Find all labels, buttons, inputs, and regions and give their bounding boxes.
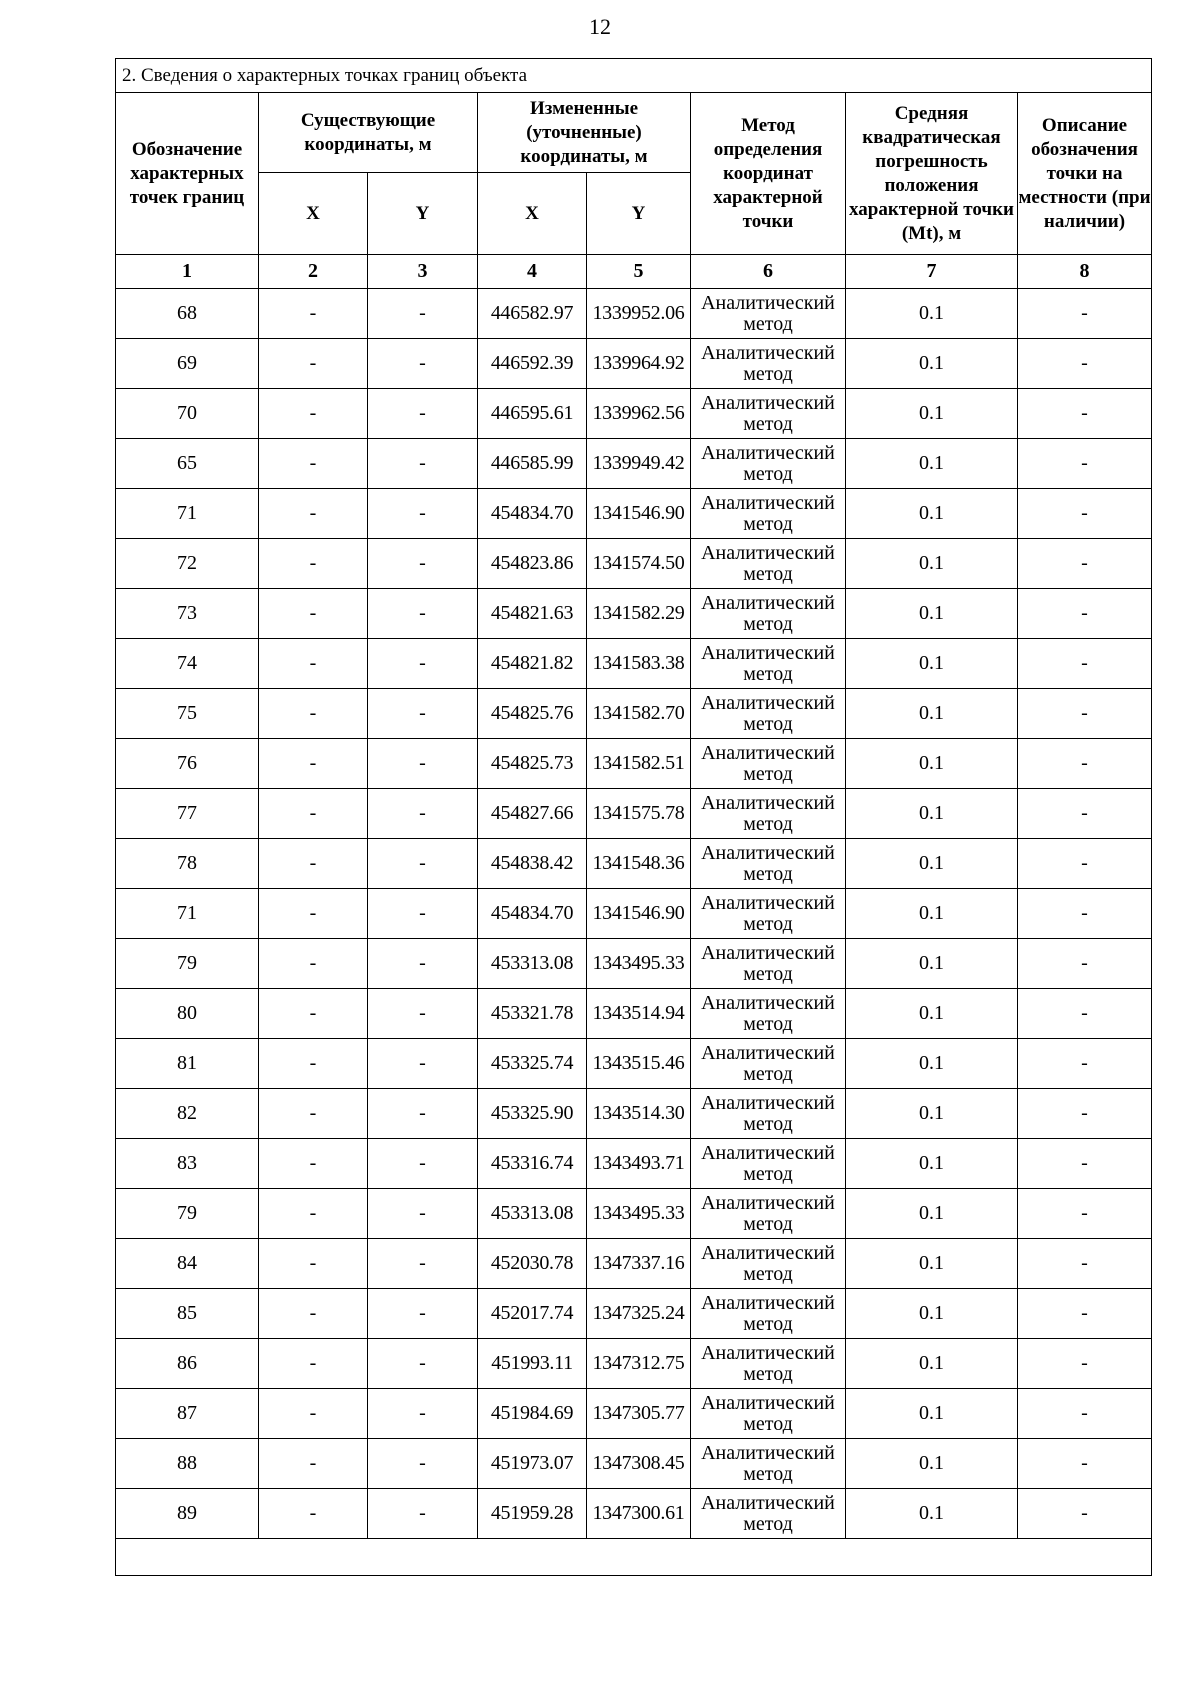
cell-method: Аналитический метод	[691, 1289, 846, 1339]
cell-changed-x: 454825.76	[478, 689, 587, 739]
cell-point: 83	[116, 1139, 259, 1189]
cell-description: -	[1018, 339, 1152, 389]
table-row	[116, 689, 1152, 739]
cell-existing-x: -	[259, 389, 368, 439]
cell-mean-error: 0.1	[846, 1139, 1018, 1189]
cell-description: -	[1018, 439, 1152, 489]
cell-point: 70	[116, 389, 259, 439]
cell-changed-y: 1341582.70	[587, 689, 691, 739]
cell-existing-x: -	[259, 789, 368, 839]
cell-changed-x: 453325.74	[478, 1039, 587, 1089]
column-number: 1	[116, 255, 259, 289]
header-changed-y: Y	[587, 173, 691, 255]
header-point-designation: Обозначение характерных точек границ	[116, 93, 259, 255]
cell-method: Аналитический метод	[691, 939, 846, 989]
cell-description: -	[1018, 639, 1152, 689]
header-description: Описание обозначения точки на местности (при наличии)	[1018, 93, 1152, 255]
table-row	[116, 789, 1152, 839]
column-number: 2	[259, 255, 368, 289]
table-row	[116, 439, 1152, 489]
cell-description: -	[1018, 1139, 1152, 1189]
cell-method: Аналитический метод	[691, 639, 846, 689]
cell-existing-x: -	[259, 989, 368, 1039]
cell-description: -	[1018, 1289, 1152, 1339]
cell-mean-error: 0.1	[846, 1189, 1018, 1239]
column-number: 3	[368, 255, 478, 289]
cell-changed-x: 452030.78	[478, 1239, 587, 1289]
cell-changed-y: 1341575.78	[587, 789, 691, 839]
column-number-row	[116, 255, 1152, 289]
cell-method: Аналитический метод	[691, 1339, 846, 1389]
cell-mean-error: 0.1	[846, 1439, 1018, 1489]
cell-mean-error: 0.1	[846, 839, 1018, 889]
cell-method: Аналитический метод	[691, 389, 846, 439]
cell-existing-y: -	[368, 789, 478, 839]
table-row	[116, 589, 1152, 639]
header-changed-coordinates: Измененные (уточненные) координаты, м	[478, 93, 691, 173]
table-row	[116, 1139, 1152, 1189]
cell-existing-y: -	[368, 289, 478, 339]
header-existing-coordinates: Существующие координаты, м	[259, 93, 478, 173]
cell-description: -	[1018, 1439, 1152, 1489]
cell-point: 74	[116, 639, 259, 689]
cell-changed-y: 1343514.94	[587, 989, 691, 1039]
cell-existing-y: -	[368, 489, 478, 539]
cell-existing-y: -	[368, 889, 478, 939]
cell-mean-error: 0.1	[846, 439, 1018, 489]
empty-row	[116, 1539, 1152, 1576]
cell-point: 82	[116, 1089, 259, 1139]
header-existing-x: X	[259, 173, 368, 255]
cell-changed-y: 1343495.33	[587, 939, 691, 989]
cell-point: 72	[116, 539, 259, 589]
cell-description: -	[1018, 689, 1152, 739]
cell-mean-error: 0.1	[846, 989, 1018, 1039]
cell-changed-x: 451959.28	[478, 1489, 587, 1539]
cell-changed-y: 1347308.45	[587, 1439, 691, 1489]
cell-changed-y: 1341583.38	[587, 639, 691, 689]
cell-existing-y: -	[368, 1439, 478, 1489]
cell-changed-x: 454821.82	[478, 639, 587, 689]
cell-description: -	[1018, 989, 1152, 1039]
cell-existing-x: -	[259, 939, 368, 989]
cell-changed-x: 451973.07	[478, 1439, 587, 1489]
cell-method: Аналитический метод	[691, 1139, 846, 1189]
cell-description: -	[1018, 289, 1152, 339]
cell-mean-error: 0.1	[846, 539, 1018, 589]
cell-existing-x: -	[259, 1289, 368, 1339]
cell-point: 71	[116, 889, 259, 939]
cell-existing-x: -	[259, 839, 368, 889]
cell-method: Аналитический метод	[691, 289, 846, 339]
cell-description: -	[1018, 1189, 1152, 1239]
cell-point: 73	[116, 589, 259, 639]
cell-method: Аналитический метод	[691, 1439, 846, 1489]
cell-point: 77	[116, 789, 259, 839]
cell-existing-y: -	[368, 1289, 478, 1339]
cell-changed-y: 1341546.90	[587, 489, 691, 539]
cell-changed-x: 454834.70	[478, 889, 587, 939]
cell-changed-x: 454834.70	[478, 489, 587, 539]
cell-point: 87	[116, 1389, 259, 1439]
cell-method: Аналитический метод	[691, 739, 846, 789]
cell-point: 89	[116, 1489, 259, 1539]
table-row	[116, 739, 1152, 789]
cell-existing-y: -	[368, 389, 478, 439]
cell-existing-y: -	[368, 1039, 478, 1089]
cell-description: -	[1018, 1339, 1152, 1389]
cell-existing-y: -	[368, 439, 478, 489]
cell-point: 78	[116, 839, 259, 889]
table-row	[116, 1439, 1152, 1489]
cell-mean-error: 0.1	[846, 289, 1018, 339]
table-row	[116, 539, 1152, 589]
cell-changed-x: 454821.63	[478, 589, 587, 639]
cell-existing-x: -	[259, 1489, 368, 1539]
cell-mean-error: 0.1	[846, 1039, 1018, 1089]
cell-method: Аналитический метод	[691, 439, 846, 489]
cell-existing-x: -	[259, 289, 368, 339]
cell-mean-error: 0.1	[846, 389, 1018, 439]
cell-point: 68	[116, 289, 259, 339]
cell-changed-y: 1343514.30	[587, 1089, 691, 1139]
cell-changed-x: 453321.78	[478, 989, 587, 1039]
cell-changed-y: 1341574.50	[587, 539, 691, 589]
table-body	[116, 289, 1152, 1539]
cell-point: 75	[116, 689, 259, 739]
cell-mean-error: 0.1	[846, 339, 1018, 389]
cell-existing-y: -	[368, 1339, 478, 1389]
cell-description: -	[1018, 1389, 1152, 1439]
cell-changed-y: 1343493.71	[587, 1139, 691, 1189]
boundary-points-table	[115, 58, 1152, 1576]
cell-description: -	[1018, 1039, 1152, 1089]
cell-mean-error: 0.1	[846, 1289, 1018, 1339]
cell-method: Аналитический метод	[691, 1389, 846, 1439]
cell-existing-x: -	[259, 639, 368, 689]
cell-method: Аналитический метод	[691, 1039, 846, 1089]
cell-existing-y: -	[368, 1139, 478, 1189]
cell-changed-y: 1339952.06	[587, 289, 691, 339]
cell-description: -	[1018, 489, 1152, 539]
cell-method: Аналитический метод	[691, 689, 846, 739]
cell-changed-y: 1347312.75	[587, 1339, 691, 1389]
cell-description: -	[1018, 739, 1152, 789]
cell-changed-x: 454823.86	[478, 539, 587, 589]
cell-changed-x: 446582.97	[478, 289, 587, 339]
table-row	[116, 1039, 1152, 1089]
header-existing-y: Y	[368, 173, 478, 255]
cell-mean-error: 0.1	[846, 1489, 1018, 1539]
cell-changed-x: 451993.11	[478, 1339, 587, 1389]
cell-existing-y: -	[368, 339, 478, 389]
cell-changed-y: 1347300.61	[587, 1489, 691, 1539]
table-row	[116, 639, 1152, 689]
cell-existing-x: -	[259, 1239, 368, 1289]
table-row	[116, 989, 1152, 1039]
cell-changed-y: 1341582.29	[587, 589, 691, 639]
cell-mean-error: 0.1	[846, 589, 1018, 639]
cell-method: Аналитический метод	[691, 839, 846, 889]
cell-changed-x: 451984.69	[478, 1389, 587, 1439]
cell-changed-y: 1347337.16	[587, 1239, 691, 1289]
cell-method: Аналитический метод	[691, 589, 846, 639]
cell-changed-x: 453313.08	[478, 1189, 587, 1239]
cell-existing-x: -	[259, 739, 368, 789]
table-row	[116, 389, 1152, 439]
table-row	[116, 1089, 1152, 1139]
section-title: 2. Сведения о характерных точках границ объекта	[116, 59, 1152, 93]
cell-description: -	[1018, 1239, 1152, 1289]
cell-point: 65	[116, 439, 259, 489]
cell-point: 81	[116, 1039, 259, 1089]
table-row	[116, 889, 1152, 939]
cell-changed-y: 1341546.90	[587, 889, 691, 939]
cell-changed-x: 453325.90	[478, 1089, 587, 1139]
cell-changed-x: 454827.66	[478, 789, 587, 839]
cell-existing-x: -	[259, 889, 368, 939]
cell-point: 86	[116, 1339, 259, 1389]
table-row	[116, 1339, 1152, 1389]
cell-description: -	[1018, 889, 1152, 939]
cell-changed-y: 1339964.92	[587, 339, 691, 389]
cell-mean-error: 0.1	[846, 1389, 1018, 1439]
cell-existing-x: -	[259, 1439, 368, 1489]
cell-changed-x: 454838.42	[478, 839, 587, 889]
cell-existing-x: -	[259, 1339, 368, 1389]
table-row	[116, 1389, 1152, 1439]
cell-mean-error: 0.1	[846, 739, 1018, 789]
table-row	[116, 1489, 1152, 1539]
cell-changed-x: 454825.73	[478, 739, 587, 789]
cell-method: Аналитический метод	[691, 1489, 846, 1539]
cell-existing-y: -	[368, 839, 478, 889]
column-number: 6	[691, 255, 846, 289]
cell-existing-x: -	[259, 439, 368, 489]
cell-point: 84	[116, 1239, 259, 1289]
cell-changed-x: 453316.74	[478, 1139, 587, 1189]
cell-existing-y: -	[368, 589, 478, 639]
column-number: 4	[478, 255, 587, 289]
cell-existing-y: -	[368, 1239, 478, 1289]
cell-description: -	[1018, 389, 1152, 439]
cell-changed-y: 1343495.33	[587, 1189, 691, 1239]
cell-point: 88	[116, 1439, 259, 1489]
cell-mean-error: 0.1	[846, 939, 1018, 989]
cell-existing-x: -	[259, 339, 368, 389]
cell-existing-y: -	[368, 739, 478, 789]
cell-existing-x: -	[259, 1189, 368, 1239]
cell-existing-y: -	[368, 539, 478, 589]
table-row	[116, 939, 1152, 989]
cell-existing-y: -	[368, 639, 478, 689]
cell-method: Аналитический метод	[691, 889, 846, 939]
header-mean-error: Средняя квадратическая погрешность положения характерной точки (Mt), м	[846, 93, 1018, 255]
table-row	[116, 489, 1152, 539]
cell-changed-x: 453313.08	[478, 939, 587, 989]
cell-point: 71	[116, 489, 259, 539]
cell-description: -	[1018, 1489, 1152, 1539]
cell-mean-error: 0.1	[846, 639, 1018, 689]
table-row	[116, 839, 1152, 889]
cell-changed-x: 452017.74	[478, 1289, 587, 1339]
cell-existing-x: -	[259, 1389, 368, 1439]
cell-existing-y: -	[368, 939, 478, 989]
cell-changed-y: 1339962.56	[587, 389, 691, 439]
cell-changed-y: 1339949.42	[587, 439, 691, 489]
cell-point: 80	[116, 989, 259, 1039]
header-method: Метод определения координат характерной точки	[691, 93, 846, 255]
cell-mean-error: 0.1	[846, 1239, 1018, 1289]
cell-existing-y: -	[368, 1189, 478, 1239]
cell-description: -	[1018, 789, 1152, 839]
header-changed-x: X	[478, 173, 587, 255]
cell-existing-x: -	[259, 1089, 368, 1139]
cell-changed-y: 1347325.24	[587, 1289, 691, 1339]
cell-description: -	[1018, 1089, 1152, 1139]
cell-existing-y: -	[368, 1489, 478, 1539]
cell-changed-y: 1347305.77	[587, 1389, 691, 1439]
cell-mean-error: 0.1	[846, 1339, 1018, 1389]
cell-changed-y: 1343515.46	[587, 1039, 691, 1089]
cell-mean-error: 0.1	[846, 489, 1018, 539]
table-row	[116, 339, 1152, 389]
cell-method: Аналитический метод	[691, 539, 846, 589]
column-number: 5	[587, 255, 691, 289]
cell-existing-x: -	[259, 589, 368, 639]
cell-description: -	[1018, 939, 1152, 989]
cell-existing-y: -	[368, 1089, 478, 1139]
cell-point: 69	[116, 339, 259, 389]
column-number: 8	[1018, 255, 1152, 289]
cell-mean-error: 0.1	[846, 689, 1018, 739]
cell-point: 79	[116, 1189, 259, 1239]
cell-existing-y: -	[368, 1389, 478, 1439]
cell-existing-x: -	[259, 1139, 368, 1189]
cell-mean-error: 0.1	[846, 789, 1018, 839]
cell-existing-y: -	[368, 989, 478, 1039]
cell-changed-x: 446592.39	[478, 339, 587, 389]
cell-method: Аналитический метод	[691, 489, 846, 539]
table-row	[116, 1239, 1152, 1289]
cell-method: Аналитический метод	[691, 1239, 846, 1289]
cell-existing-x: -	[259, 689, 368, 739]
cell-method: Аналитический метод	[691, 1189, 846, 1239]
cell-changed-y: 1341548.36	[587, 839, 691, 889]
cell-existing-x: -	[259, 489, 368, 539]
cell-mean-error: 0.1	[846, 889, 1018, 939]
cell-existing-x: -	[259, 1039, 368, 1089]
cell-point: 76	[116, 739, 259, 789]
cell-description: -	[1018, 839, 1152, 889]
column-number: 7	[846, 255, 1018, 289]
table-row	[116, 1189, 1152, 1239]
cell-description: -	[1018, 539, 1152, 589]
cell-mean-error: 0.1	[846, 1089, 1018, 1139]
cell-changed-x: 446585.99	[478, 439, 587, 489]
cell-changed-x: 446595.61	[478, 389, 587, 439]
cell-method: Аналитический метод	[691, 789, 846, 839]
empty-cell	[116, 1539, 1152, 1576]
page-number: 12	[589, 14, 611, 39]
cell-point: 85	[116, 1289, 259, 1339]
table-row	[116, 289, 1152, 339]
cell-method: Аналитический метод	[691, 989, 846, 1039]
cell-method: Аналитический метод	[691, 1089, 846, 1139]
cell-existing-x: -	[259, 539, 368, 589]
cell-existing-y: -	[368, 689, 478, 739]
cell-method: Аналитический метод	[691, 339, 846, 389]
table-row	[116, 1289, 1152, 1339]
cell-point: 79	[116, 939, 259, 989]
cell-description: -	[1018, 589, 1152, 639]
cell-changed-y: 1341582.51	[587, 739, 691, 789]
